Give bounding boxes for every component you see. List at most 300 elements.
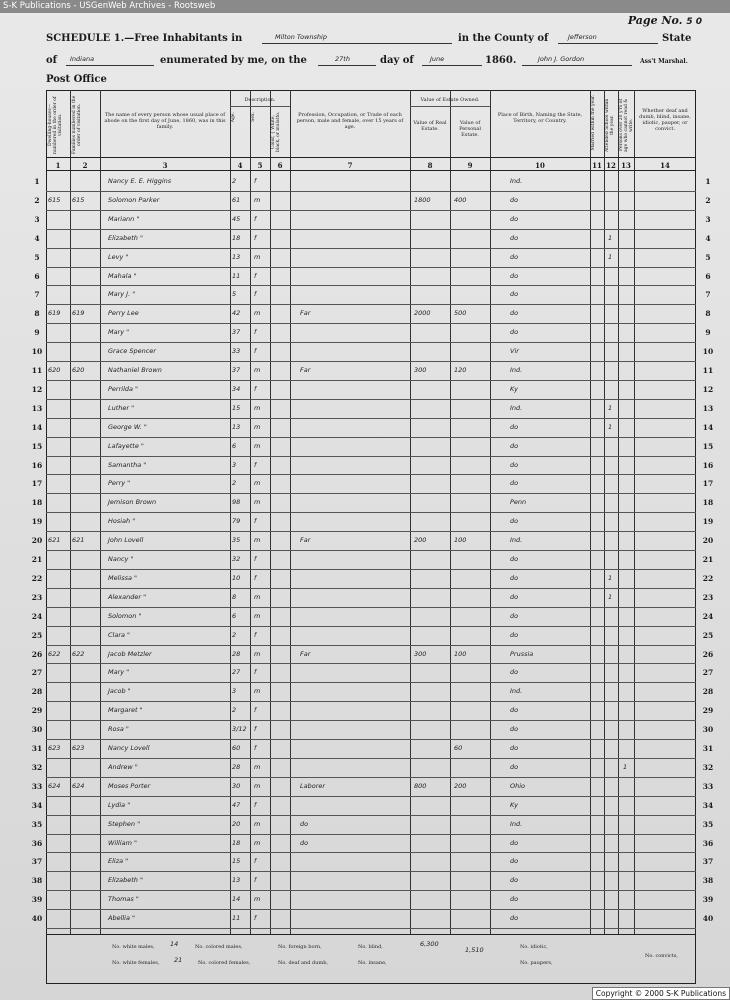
col11-header-text: Married within the year. [591, 95, 596, 151]
person-sex: m [254, 762, 261, 771]
person-age: 13 [232, 252, 241, 261]
row-number-right: 22 [702, 573, 714, 583]
row-number-right: 6 [705, 271, 711, 281]
col-number: 11 [592, 161, 602, 170]
birth-place: do [510, 592, 519, 601]
col3-header: The name of every person whose usual place of abode on the first day of June, 1860, was in this family. [104, 112, 226, 130]
white-males-label: No. white males, [112, 944, 155, 950]
birth-place: do [510, 517, 519, 526]
year-label: 1860. [485, 55, 517, 66]
row-number-right: 13 [702, 403, 714, 413]
school-mark: 1 [608, 573, 613, 582]
person-name: Perry Lee [108, 309, 139, 318]
row-number-right: 4 [705, 233, 711, 243]
person-name: Melissa " [108, 573, 138, 582]
person-name: Clara " [108, 630, 131, 639]
real-estate-value: 800 [414, 781, 427, 790]
person-name: Perry " [108, 479, 131, 488]
col6-header [271, 110, 289, 154]
person-sex: f [254, 460, 257, 469]
row-rule [46, 210, 696, 211]
estate-header: Value of Estate Owned. [420, 97, 480, 103]
person-sex: m [254, 781, 261, 790]
birth-place: do [510, 328, 519, 337]
white-females-label: No. white females, [112, 960, 160, 966]
state-line [66, 65, 154, 66]
birth-place: do [510, 460, 519, 469]
day-line [318, 65, 376, 66]
person-name: Rosa " [108, 725, 129, 734]
birth-place: do [510, 309, 519, 318]
row-number-left: 28 [31, 687, 43, 697]
row-number-right: 26 [702, 649, 714, 659]
person-sex: f [254, 573, 257, 582]
person-age: 8 [232, 592, 237, 601]
col13-header [619, 95, 633, 155]
dwelling-number: 615 [48, 195, 61, 204]
col7-header: Profession, Occupation, or Trade of each person, male and female, over 15 years of age. [296, 112, 404, 130]
row-number-right: 39 [702, 895, 714, 905]
row-rule [46, 342, 696, 343]
person-age: 28 [232, 649, 241, 658]
person-age: 34 [232, 384, 241, 393]
row-number-left: 40 [31, 914, 43, 924]
birth-place: do [510, 876, 519, 885]
birth-place: do [510, 195, 519, 204]
person-name: Eliza " [108, 857, 129, 866]
person-sex: f [254, 384, 257, 393]
footer-rule [46, 934, 696, 935]
township-value: Milton Township [275, 33, 327, 41]
col2-header-text: Families numbered in the order of visitation. [72, 95, 82, 155]
person-sex: f [254, 668, 257, 677]
birth-place: do [510, 441, 519, 450]
of-label: of [46, 55, 57, 66]
row-rule [46, 834, 696, 835]
row-number-right: 11 [702, 366, 714, 375]
person-age: 60 [232, 744, 241, 752]
row-number-right: 12 [702, 384, 714, 394]
person-age: 15 [232, 857, 241, 866]
person-sex: f [254, 177, 257, 185]
birth-place: do [510, 857, 519, 866]
person-age: 10 [232, 573, 241, 582]
marshal-label: Ass't Marshal. [640, 58, 688, 65]
schedule-title: SCHEDULE 1.—Free Inhabitants in [46, 33, 243, 44]
township-line [262, 43, 452, 44]
col-number: 7 [347, 161, 353, 170]
col12-header-text: Attended School within the year. [605, 98, 615, 152]
person-sex: f [254, 555, 257, 563]
row-number-right: 38 [702, 876, 714, 886]
description-header: Description. [244, 97, 276, 103]
personal-estate-value: 500 [454, 309, 467, 318]
col4-header [231, 112, 249, 152]
description-rule [230, 106, 290, 107]
row-number-right: 18 [702, 498, 714, 508]
row-rule [46, 323, 696, 324]
birth-place: Ind. [510, 366, 523, 374]
row-rule [46, 531, 696, 532]
county-label: in the County of [458, 33, 549, 44]
person-name: Mahala " [108, 271, 137, 280]
birth-place: do [510, 725, 519, 734]
row-number-right: 34 [702, 800, 714, 810]
col1-header-text: Dwelling-houses— numbered in the order of visitation. [48, 96, 63, 154]
row-number-right: 15 [702, 441, 714, 451]
row-number-left: 39 [31, 895, 43, 905]
col10-header: Place of Birth, Naming the State, Territory, or Country. [497, 112, 583, 124]
row-rule [46, 871, 696, 872]
family-number: 622 [72, 649, 85, 658]
birth-place: do [510, 630, 519, 639]
person-name: Jacob " [108, 687, 131, 696]
real-estate-total: 6,300 [420, 940, 439, 948]
dwelling-number: 623 [48, 744, 61, 752]
row-number-right: 36 [702, 838, 714, 848]
row-number-left: 19 [31, 517, 43, 527]
row-number-left: 10 [31, 347, 43, 357]
row-rule [46, 739, 696, 740]
row-rule [46, 456, 696, 457]
page-number-value: 5 0 [686, 17, 702, 27]
row-rule [46, 380, 696, 381]
row-number-right: 33 [702, 781, 714, 791]
col6-header-text: Color, { White, black, or mulatto. [271, 111, 281, 153]
person-age: 20 [232, 819, 241, 828]
person-sex: m [254, 895, 261, 904]
row-rule [46, 512, 696, 513]
person-sex: f [254, 630, 257, 639]
personal-estate-value: 400 [454, 195, 467, 204]
person-name: Alexander " [108, 592, 147, 601]
row-number-left: 5 [34, 252, 40, 262]
person-sex: m [254, 611, 261, 620]
row-number-left: 6 [34, 271, 40, 281]
birth-place: do [510, 895, 519, 904]
person-sex: m [254, 536, 261, 545]
row-number-right: 8 [705, 309, 711, 319]
birth-place: Ind. [510, 819, 523, 828]
row-number-right: 25 [702, 630, 714, 640]
page-number [628, 14, 702, 27]
dwelling-number: 624 [48, 781, 61, 790]
row-number-left: 3 [34, 214, 40, 224]
post-office-label: Post Office [46, 74, 107, 85]
person-sex: m [254, 479, 261, 488]
birth-place: Ind. [510, 536, 523, 545]
col-number: 12 [606, 161, 616, 170]
col-number: 9 [467, 161, 473, 170]
row-rule [46, 285, 696, 286]
person-sex: m [254, 422, 261, 431]
row-number-left: 36 [31, 838, 43, 848]
col2-header [72, 95, 98, 155]
person-age: 3 [232, 687, 237, 696]
school-mark: 1 [608, 592, 613, 601]
person-name: Lydia " [108, 800, 131, 809]
row-rule [46, 588, 696, 589]
row-number-right: 1 [705, 177, 711, 186]
row-number-left: 8 [34, 309, 40, 319]
dwelling-number: 619 [48, 309, 61, 318]
person-age: 3/12 [232, 725, 247, 734]
person-age: 30 [232, 781, 241, 790]
birth-place: Prussia [510, 649, 534, 658]
row-number-left: 9 [34, 328, 40, 338]
person-age: 2 [232, 479, 237, 488]
row-number-left: 15 [31, 441, 43, 451]
person-name: Nancy " [108, 555, 134, 563]
personal-estate-value: 100 [454, 649, 467, 658]
day-of-label: day of [380, 55, 414, 66]
col11-header [591, 95, 603, 155]
row-rule [46, 569, 696, 570]
row-rule [46, 626, 696, 627]
row-rule [46, 720, 696, 721]
row-rule [46, 229, 696, 230]
row-number-left: 27 [31, 668, 43, 678]
row-rule [46, 437, 696, 438]
row-number-right: 7 [705, 290, 711, 300]
person-name: Levy " [108, 252, 129, 261]
person-age: 14 [232, 895, 241, 904]
row-number-left: 29 [31, 706, 43, 716]
person-sex: m [254, 592, 261, 601]
person-age: 18 [232, 233, 241, 242]
person-name: William " [108, 838, 138, 847]
person-age: 2 [232, 630, 237, 639]
person-sex: m [254, 403, 261, 412]
birth-place: do [510, 290, 519, 299]
person-name: Samantha " [108, 460, 147, 469]
col-number: 10 [535, 161, 545, 170]
person-occupation: Far [300, 649, 311, 658]
person-name: Elizabeth " [108, 233, 143, 242]
row-rule [46, 928, 696, 929]
row-number-left: 13 [31, 403, 43, 413]
person-name: Hosiah " [108, 517, 136, 526]
white-females-value: 21 [174, 956, 183, 964]
row-rule [46, 267, 696, 268]
birth-place: do [510, 422, 519, 431]
row-number-right: 37 [702, 857, 714, 867]
person-name: Jacob Metzler [108, 649, 152, 658]
personal-estate-total: 1,510 [465, 946, 484, 954]
person-sex: f [254, 517, 257, 526]
col-number: 3 [162, 161, 168, 170]
birth-place: do [510, 744, 519, 752]
row-number-left: 32 [31, 762, 43, 772]
row-number-right: 5 [705, 252, 711, 262]
person-name: Solomon " [108, 611, 142, 620]
row-number-right: 21 [702, 555, 714, 564]
real-estate-value: 200 [414, 536, 427, 545]
person-name: Mary " [108, 668, 130, 677]
row-number-right: 35 [702, 819, 714, 829]
row-number-left: 30 [31, 725, 43, 735]
row-number-right: 27 [702, 668, 714, 678]
person-sex: f [254, 290, 257, 299]
col9-header: Value of Personal Estate. [459, 120, 481, 138]
person-age: 6 [232, 441, 237, 450]
foreign-born-label: No. foreign born, [278, 944, 322, 950]
col-number: 4 [237, 161, 243, 170]
person-age: 37 [232, 328, 241, 337]
col1-header [48, 95, 68, 155]
birth-place: do [510, 838, 519, 847]
person-age: 3 [232, 460, 237, 469]
birth-place: Penn [510, 498, 527, 507]
person-age: 42 [232, 309, 241, 318]
person-sex: f [254, 214, 257, 223]
personal-estate-value: 60 [454, 744, 463, 752]
person-age: 2 [232, 706, 237, 715]
birth-place: Ind. [510, 177, 523, 185]
row-number-right: 9 [705, 328, 711, 338]
school-mark: 1 [608, 422, 613, 431]
row-rule [46, 550, 696, 551]
person-sex: m [254, 498, 261, 507]
month-line [422, 65, 482, 66]
person-age: 27 [232, 668, 241, 677]
month-value: June [430, 55, 445, 63]
person-age: 37 [232, 366, 241, 374]
person-name: Perrilda " [108, 384, 139, 393]
blind-label: No. blind, [358, 944, 383, 950]
row-number-right: 2 [705, 195, 711, 205]
row-rule [46, 607, 696, 608]
row-number-left: 31 [31, 744, 43, 753]
person-sex: f [254, 725, 257, 734]
person-age: 11 [232, 271, 241, 280]
person-name: John Lovell [108, 536, 144, 545]
person-age: 15 [232, 403, 241, 412]
person-sex: m [254, 366, 261, 374]
col14-header: Whether deaf and dumb, blind, insane, idiotic, pauper, or convict. [639, 108, 691, 132]
row-rule [46, 682, 696, 683]
person-age: 28 [232, 762, 241, 771]
person-sex: f [254, 744, 257, 752]
person-age: 18 [232, 838, 241, 847]
row-rule [46, 815, 696, 816]
family-number: 623 [72, 744, 85, 752]
marshal-name: John J. Gordon [538, 55, 585, 63]
person-name: Solomon Parker [108, 195, 160, 204]
col-number: 14 [660, 161, 670, 170]
row-number-right: 16 [702, 460, 714, 470]
birth-place: Ind. [510, 403, 523, 412]
person-name: Thomas " [108, 895, 139, 904]
person-age: 32 [232, 555, 241, 563]
person-name: Elizabeth " [108, 876, 143, 885]
row-number-right: 10 [702, 347, 714, 357]
row-number-left: 25 [31, 630, 43, 640]
personal-estate-value: 200 [454, 781, 467, 790]
row-rule [46, 191, 696, 192]
source-banner: S-K Publications - USGenWeb Archives - Rootsweb [0, 0, 730, 13]
row-number-left: 21 [31, 555, 43, 564]
person-name: Mary " [108, 328, 130, 337]
person-sex: f [254, 876, 257, 885]
birth-place: Ky [510, 384, 518, 393]
row-number-left: 34 [31, 800, 43, 810]
person-sex: m [254, 252, 261, 261]
col-number: 2 [82, 161, 88, 170]
person-sex: m [254, 195, 261, 204]
col5-header-text: Sex. [251, 112, 256, 122]
person-occupation: Far [300, 366, 311, 374]
person-name: Nancy Lovell [108, 744, 150, 752]
school-mark: 1 [608, 233, 613, 242]
birth-place: do [510, 233, 519, 242]
colored-females-label: No. colored females, [198, 960, 251, 966]
row-number-left: 1 [34, 177, 40, 186]
person-name: Nathaniel Brown [108, 366, 162, 374]
paupers-label: No. paupers, [520, 960, 553, 966]
birth-place: do [510, 706, 519, 715]
person-name: Mary J. " [108, 290, 136, 299]
deaf-dumb-label: No. deaf and dumb, [278, 960, 328, 966]
birth-place: do [510, 214, 519, 223]
row-rule [46, 361, 696, 362]
row-number-left: 20 [31, 536, 43, 546]
row-number-right: 14 [702, 422, 714, 432]
person-name: Grace Spencer [108, 347, 156, 356]
real-estate-value: 300 [414, 366, 427, 374]
row-number-left: 11 [31, 366, 43, 375]
county-value: Jefferson [568, 33, 597, 41]
person-age: 79 [232, 517, 241, 526]
row-number-right: 31 [702, 744, 714, 753]
row-number-left: 33 [31, 781, 43, 791]
row-number-left: 37 [31, 857, 43, 867]
birth-place: do [510, 479, 519, 488]
person-sex: f [254, 233, 257, 242]
col8-header: Value of Real Estate. [413, 120, 447, 132]
person-sex: f [254, 271, 257, 280]
row-rule [46, 701, 696, 702]
row-number-left: 4 [34, 233, 40, 243]
birth-place: Ind. [510, 687, 523, 696]
row-number-right: 3 [705, 214, 711, 224]
row-number-left: 14 [31, 422, 43, 432]
insane-label: No. insane, [358, 960, 387, 966]
person-occupation: Far [300, 309, 311, 318]
birth-place: do [510, 668, 519, 677]
person-occupation: Laborer [300, 781, 326, 790]
person-age: 45 [232, 214, 241, 223]
personal-estate-value: 100 [454, 536, 467, 545]
row-number-left: 2 [34, 195, 40, 205]
person-sex: m [254, 819, 261, 828]
birth-place: do [510, 252, 519, 261]
person-age: 33 [232, 347, 241, 356]
person-sex: m [254, 441, 261, 450]
person-name: Margaret " [108, 706, 143, 715]
row-number-right: 23 [702, 592, 714, 602]
school-mark: 1 [608, 403, 613, 412]
row-number-left: 23 [31, 592, 43, 602]
row-rule [46, 852, 696, 853]
row-rule [46, 777, 696, 778]
birth-place: do [510, 762, 519, 771]
row-number-left: 22 [31, 573, 43, 583]
birth-place: Ky [510, 800, 518, 809]
estate-rule [410, 106, 490, 107]
col5-header [251, 112, 269, 152]
person-name: Stephen " [108, 819, 141, 828]
